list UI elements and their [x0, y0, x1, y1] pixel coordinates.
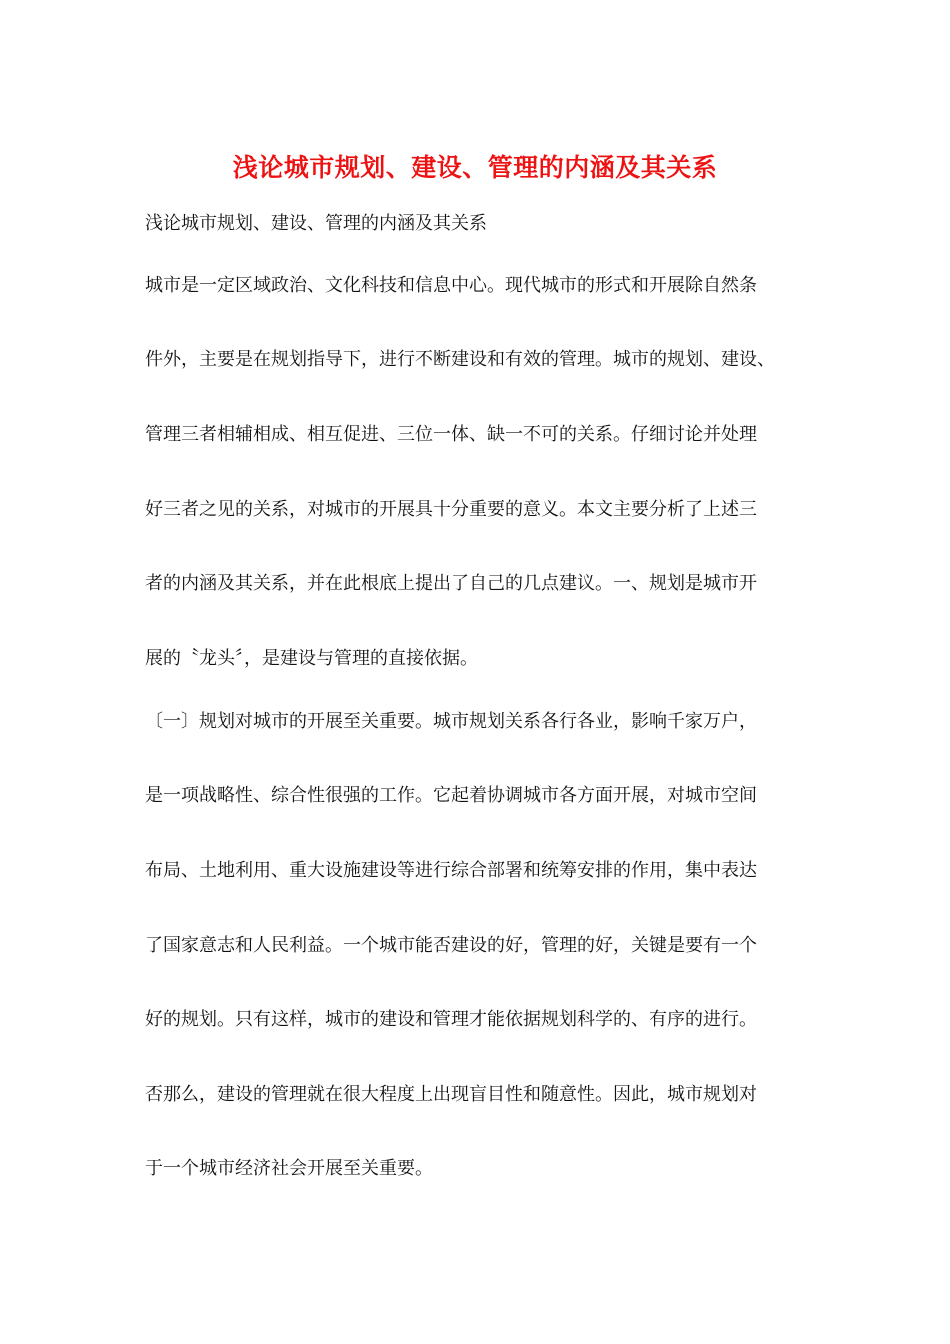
body-line: 布局、土地利用、重大设施建设等进行综合部署和统筹安排的作用，集中表达 [145, 860, 757, 881]
body-line: 者的内涵及其关系，并在此根底上提出了自己的几点建议。一、规划是城市开 [145, 573, 757, 594]
document-subtitle: 浅论城市规划、建设、管理的内涵及其关系 [145, 213, 487, 234]
body-line: 展的〝龙头〞，是建设与管理的直接依据。 [145, 648, 478, 669]
body-line: 管理三者相辅相成、相互促进、三位一体、缺一不可的关系。仔细讨论并处理 [145, 424, 757, 445]
document-title: 浅论城市规划、建设、管理的内涵及其关系 [232, 153, 718, 182]
body-line: 好三者之见的关系，对城市的开展具十分重要的意义。本文主要分析了上述三 [145, 499, 757, 520]
body-line: 好的规划。只有这样，城市的建设和管理才能依据规划科学的、有序的进行。 [145, 1009, 757, 1030]
body-line: 件外，主要是在规划指导下，进行不断建设和有效的管理。城市的规划、建设、 [145, 349, 775, 370]
body-line: 〔一〕规划对城市的开展至关重要。城市规划关系各行各业，影响千家万户， [145, 711, 757, 732]
body-line: 否那么，建设的管理就在很大程度上出现盲目性和随意性。因此，城市规划对 [145, 1084, 757, 1105]
body-line: 城市是一定区域政治、文化科技和信息中心。现代城市的形式和开展除自然条 [145, 275, 757, 296]
body-line: 于一个城市经济社会开展至关重要。 [145, 1158, 433, 1179]
body-line: 了国家意志和人民利益。一个城市能否建设的好，管理的好，关键是要有一个 [145, 935, 757, 956]
body-line: 是一项战略性、综合性很强的工作。它起着协调城市各方面开展，对城市空间 [145, 785, 757, 806]
